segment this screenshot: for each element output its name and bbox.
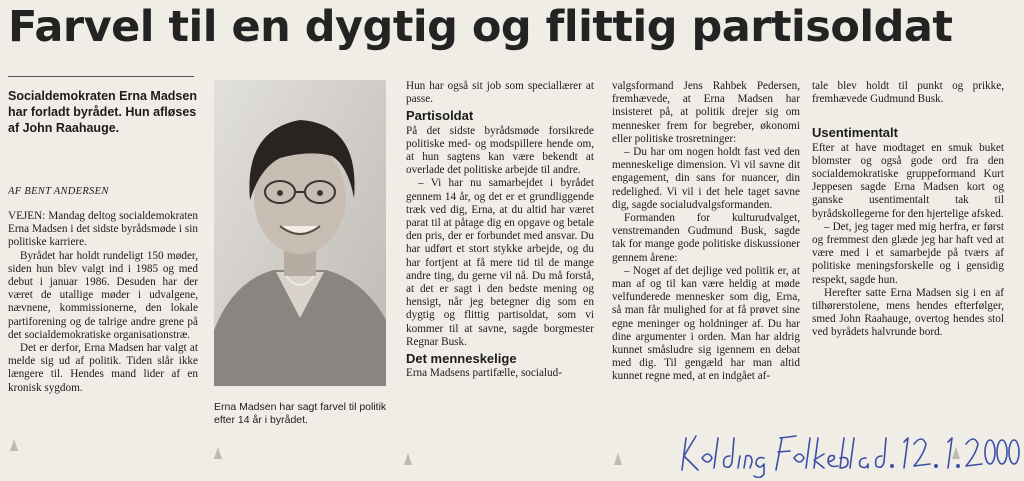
paragraph: Det er derfor, Erna Madsen har valgt at melde sig ud af politik. Tiden slår ikke længere til. Hendes mand lider af en kronisk sygdom. xyxy=(8,342,198,394)
photo-caption: Erna Madsen har sagt farvel til politik efter 14 år i byrådet. xyxy=(214,401,387,426)
portrait-illustration xyxy=(214,80,386,386)
paragraph: valgsformand Jens Rahbek Pedersen, fremhævede, at Erna Madsen har insisteret på, at politik drejer sig om mennesker frem for begreber, økonomi eller politiske trosretninger: xyxy=(612,80,800,145)
paragraph: – Du har om nogen holdt fast ved den menneskelige dimension. Vi vil savne dit engagement, din sans for nuancer, din redelighed. Vi vil i det hele taget savne dig, sagde socialudvalgsformanden. xyxy=(612,146,800,211)
paragraph: tale blev holdt til punkt og prikke, fremhævede Gudmund Busk. xyxy=(812,80,1004,106)
lead-paragraph: Socialdemokraten Erna Madsen har forladt byrådet. Hun afløses af John Raahauge. xyxy=(8,89,197,135)
paragraph: Herefter satte Erna Madsen sig i en af tilhørerstolene, mens hendes efterfølger, smed John Raahauge, overtog hendes stol ved byrådets halvrunde bord. xyxy=(812,286,1004,339)
paragraph: På det sidste byrådsmøde forsikrede politiske med- og modspillere hende om, at hun sagtens kan være bekendt at overlade det politiske arbejde til andre. xyxy=(406,124,594,177)
pin-hole-icon xyxy=(952,446,960,458)
column-1 xyxy=(8,210,198,395)
byline: AF BENT ANDERSEN xyxy=(8,186,109,197)
pin-hole-icon xyxy=(404,452,412,464)
subheading: Det menneskelige xyxy=(406,351,517,367)
column-4 xyxy=(812,80,1004,340)
divider xyxy=(8,76,194,77)
headline: Farvel til en dygtig og flittig partisoldat xyxy=(8,2,953,52)
paragraph: VEJEN: Mandag deltog socialdemokraten Erna Madsen i det sidste byrådsmøde i sin politiske karriere. xyxy=(8,210,198,249)
pin-hole-icon xyxy=(10,438,18,450)
pin-hole-icon xyxy=(214,446,222,458)
paragraph: Formanden for kulturudvalget, venstremanden Gudmund Busk, sagde tak for mange gode politiske diskussioner gennem årene: xyxy=(612,212,800,264)
subheading: Usentimentalt xyxy=(812,125,898,141)
column-2 xyxy=(406,80,594,380)
paragraph: – Vi har nu samarbejdet i byrådet gennem 14 år, og det er et grundliggende træk ved dig, Erna, at du altid har været parat til at påtage dig en opgave og betale den pris, der er forbundet med ansvar. Du har udført et stort stykke arbejde, og du har fortjent at få mere tid til de mange andre ting, du gerne vil nå. Du må forstå, at det er sagt i den bedste mening og hensigt, når jeg betegner dig som en dygtig og flittig partisoldat, som vi kommer til at savne, sagde borgmester Regnar Busk. xyxy=(406,177,594,348)
paragraph: Hun har også sit job som speciallærer at passe. xyxy=(406,80,594,106)
paragraph: Byrådet har holdt rundeligt 150 møder, siden hun blev valgt ind i 1985 og med debut i januar 1986. Desuden har der været de utallige møder i udvalgene, nævnene, kommissionerne, den lokale partiforening og de talrige andre grene på det socialdemokratiske organisationstræ. xyxy=(8,249,198,341)
paragraph: Efter at have modtaget en smuk buket blomster og også gode ord fra den socialdemokratiske gruppeformand Kurt Jeppesen sagde Erna Madsen kort og ganske usentimentalt tak til byrådskollegerne for den hjertelige afsked. xyxy=(812,141,1004,220)
pin-hole-icon xyxy=(614,452,622,464)
portrait-photo xyxy=(214,80,386,386)
column-3 xyxy=(612,80,800,384)
paragraph: – Det, jeg tager med mig herfra, er først og fremmest den glæde jeg har haft ved at være med i et samarbejde på tværs af politiske meningsforskelle og i gensidig respekt, sagde hun. xyxy=(812,220,1004,286)
handwritten-annotation xyxy=(678,408,1024,478)
subheading: Partisoldat xyxy=(406,108,474,124)
paragraph: Erna Madsens partifælle, socialud- xyxy=(406,367,562,380)
paragraph: – Noget af det dejlige ved politik er, at man af og til kan være heldig at møde velfunderede mennesker som dig, Erna, så man får mulighed for at få prøvet sine egne meninger og holdninger af. Du har dine argumenter i orden. Man har aldrig kunnet småsludre sig igennem en debat med dig. Til gengæld har man altid kunnet regne med, at en indgået af- xyxy=(612,264,800,383)
